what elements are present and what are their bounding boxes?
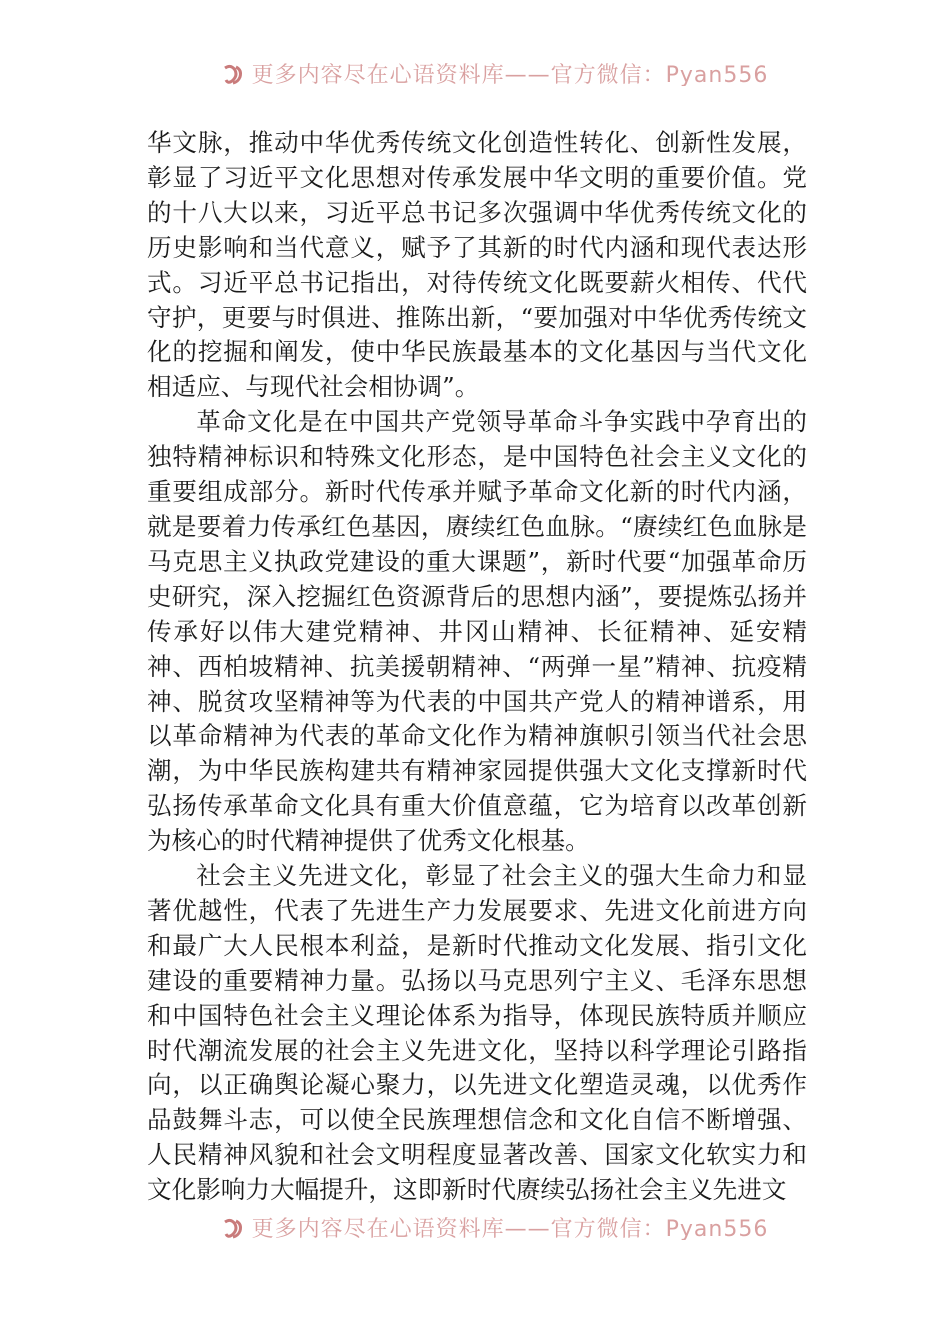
watermark-text: 更多内容尽在心语资料库——官方微信：Pyan556	[251, 1217, 769, 1240]
footer-watermark	[0, 1206, 950, 1240]
logo-icon	[222, 1216, 246, 1240]
header-watermark	[0, 52, 950, 86]
document-body	[147, 126, 807, 1208]
logo-icon	[222, 62, 246, 86]
paragraph: 华文脉，推动中华优秀传统文化创造性转化、创新性发展，彰显了习近平文化思想对传承发展中华文明的重要价值。党的十八大以来，习近平总书记多次强调中华优秀传统文化的历史影响和当代意义，赋予了其新的时代内涵和现代表达形式。习近平总书记指出，对待传统文化既要薪火相传、代代守护，更要与时俱进、推陈出新，“要加强对中华优秀传统文化的挖掘和阐发，使中华民族最基本的文化基因与当代文化相适应、与现代社会相协调”。	[147, 128, 807, 402]
paragraph: 社会主义先进文化，彰显了社会主义的强大生命力和显著优越性，代表了先进生产力发展要求、先进文化前进方向和最广大人民根本利益，是新时代推动文化发展、指引文化建设的重要精神力量。弘扬以马克思列宁主义、毛泽东思想和中国特色社会主义理论体系为指导，体现民族特质并顺应时代潮流发展的社会主义先进文化，坚持以科学理论引路指向，以正确舆论凝心聚力，以先进文化塑造灵魂，以优秀作品鼓舞斗志，可以使全民族理想信念和文化自信不断增强、人民精神风貌和社会文明程度显著改善、国家文化软实力和文化影响力大幅提升，这即新时代赓续弘扬社会主义先进文	[147, 861, 807, 1205]
paragraph: 革命文化是在中国共产党领导革命斗争实践中孕育出的独特精神标识和特殊文化形态，是中国特色社会主义文化的重要组成部分。新时代传承并赋予革命文化新的时代内涵，就是要着力传承红色基因，赓续红色血脉。“赓续红色血脉是马克思主义执政党建设的重大课题”，新时代要“加强革命历史研究，深入挖掘红色资源背后的思想内涵”，要提炼弘扬并传承好以伟大建党精神、井冈山精神、长征精神、延安精神、西柏坡精神、抗美援朝精神、“两弹一星”精神、抗疫精神、脱贫攻坚精神等为代表的中国共产党人的精神谱系，用以革命精神为代表的革命文化作为精神旗帜引领当代社会思潮，为中华民族构建共有精神家园提供强大文化支撑新时代弘扬传承革命文化具有重大价值意蕴，它为培育以改革创新为核心的时代精神提供了优秀文化根基。	[147, 407, 807, 856]
watermark-text: 更多内容尽在心语资料库——官方微信：Pyan556	[251, 63, 769, 86]
